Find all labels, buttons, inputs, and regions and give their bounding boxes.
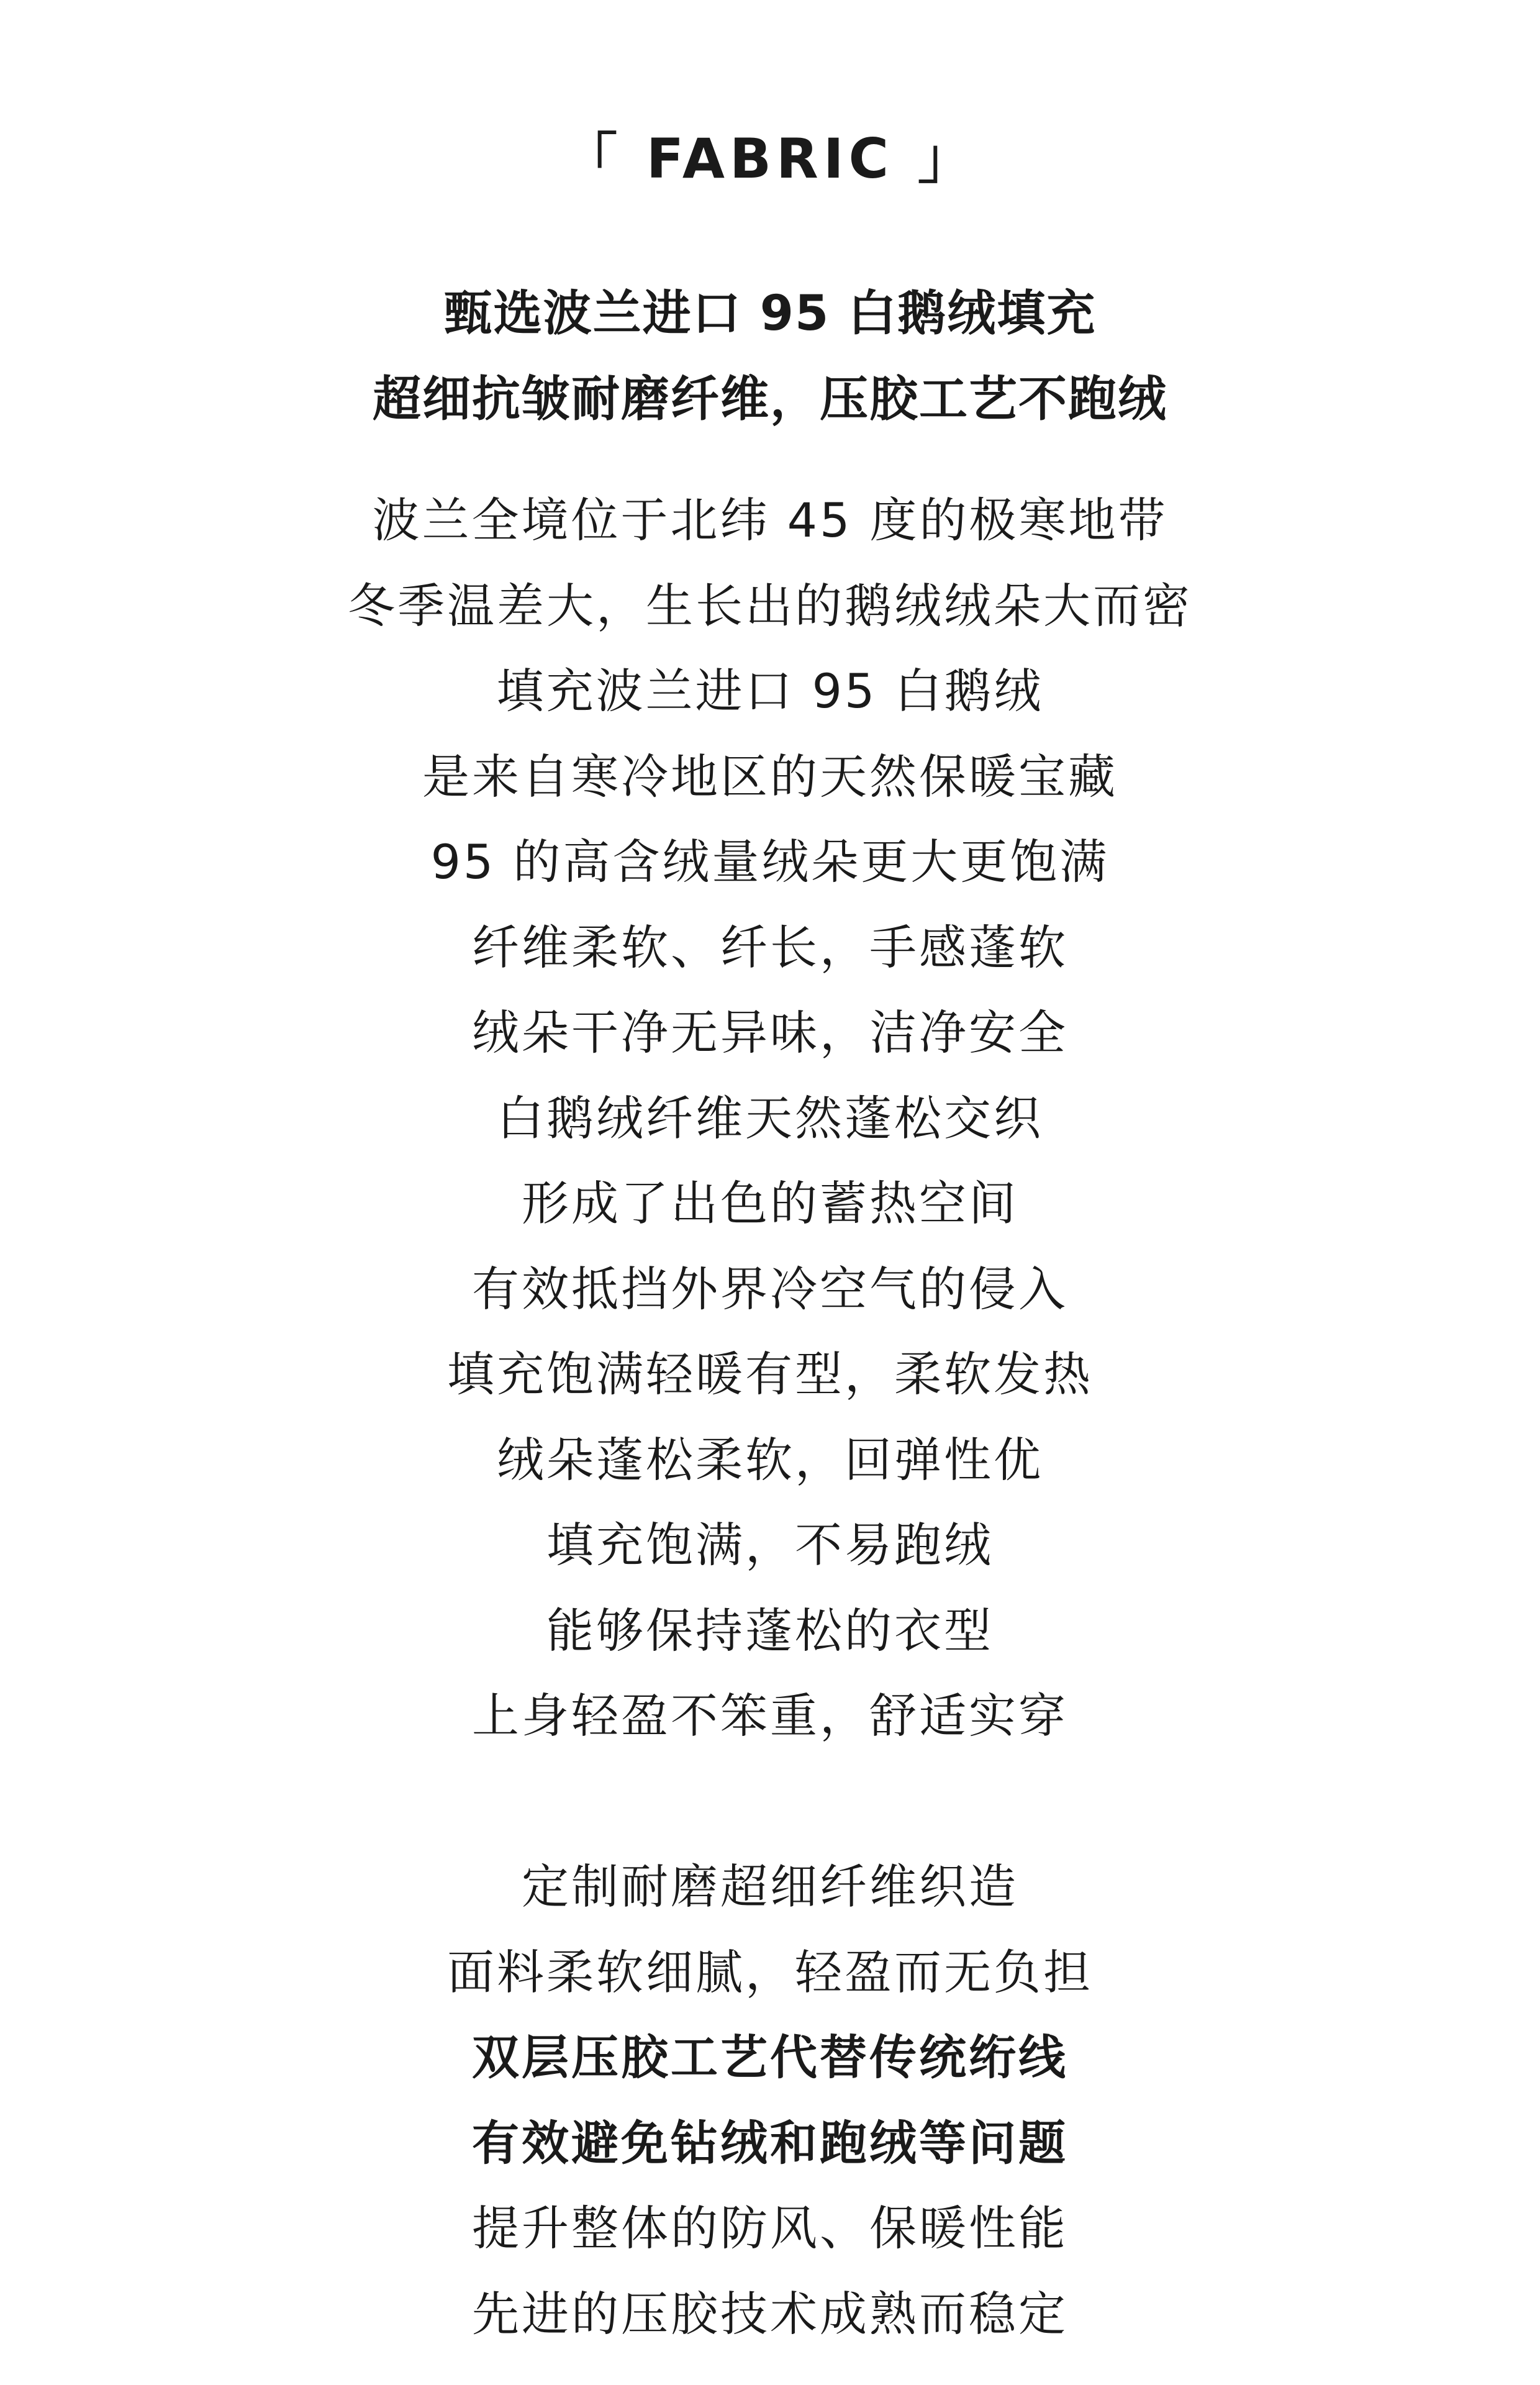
fabric-emphasis-line-1: 双层压胶工艺代替传统绗线 bbox=[472, 2030, 1068, 2085]
fabric-emphasis-line-2: 有效避免钻绒和跑绒等问题 bbox=[472, 2115, 1068, 2171]
down-line-14: 能够保持蓬松的衣型 bbox=[546, 1603, 994, 1658]
down-line-2: 冬季温差大，生长出的鹅绒绒朵大而密 bbox=[348, 578, 1192, 634]
down-line-12: 绒朵蓬松柔软，回弹性优 bbox=[497, 1432, 1043, 1488]
section-title: 「 FABRIC 」 bbox=[563, 127, 977, 191]
fabric-line-4: 先进的压胶技术成熟而稳定 bbox=[472, 2286, 1068, 2342]
down-line-5: 95 的高含绒量绒朵更大更饱满 bbox=[430, 834, 1110, 889]
down-line-11: 填充饱满轻暖有型，柔软发热 bbox=[447, 1347, 1093, 1402]
down-line-8: 白鹅绒纤维天然蓬松交织 bbox=[497, 1091, 1043, 1146]
down-line-7: 绒朵干净无异味，洁净安全 bbox=[472, 1005, 1068, 1060]
fabric-line-2: 面料柔软细腻，轻盈而无负担 bbox=[447, 1945, 1093, 2000]
down-line-13: 填充饱满，不易跑绒 bbox=[546, 1517, 994, 1573]
down-line-15: 上身轻盈不笨重，舒适实穿 bbox=[472, 1688, 1068, 1743]
down-line-1: 波兰全境位于北纬 45 度的极寒地带 bbox=[372, 493, 1168, 548]
fabric-line-3: 提升整体的防风、保暖性能 bbox=[472, 2201, 1068, 2256]
down-line-9: 形成了出色的蓄热空间 bbox=[522, 1176, 1018, 1231]
down-line-6: 纤维柔软、纤长，手感蓬软 bbox=[472, 920, 1068, 975]
headline-line-2: 超细抗皱耐磨纤维，压胶工艺不跑绒 bbox=[372, 371, 1167, 427]
down-line-4: 是来自寒冷地区的天然保暖宝藏 bbox=[422, 749, 1118, 804]
down-line-3: 填充波兰进口 95 白鹅绒 bbox=[496, 663, 1044, 719]
fabric-line-1: 定制耐磨超细纤维织造 bbox=[522, 1859, 1018, 1914]
headline-line-1: 甄选波兰进口 95 白鹅绒填充 bbox=[443, 286, 1097, 342]
down-line-10: 有效抵挡外界冷空气的侵入 bbox=[472, 1261, 1068, 1317]
